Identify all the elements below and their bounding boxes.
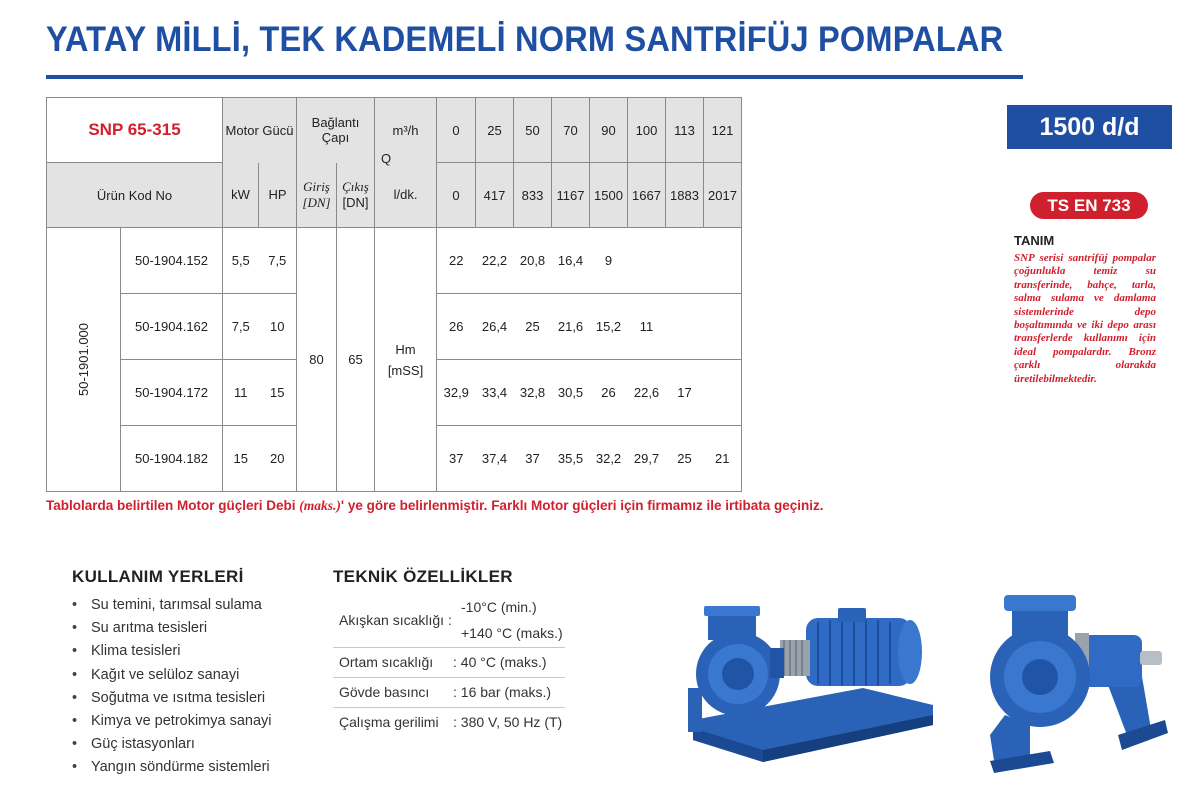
table-row <box>47 228 742 294</box>
head-value: 26,4 <box>476 294 514 360</box>
kw-value: 11 <box>223 360 259 426</box>
ambient-temp-value: : 40 °C (maks.) <box>453 647 565 677</box>
hp-value: 15 <box>259 360 297 426</box>
note-text-1: Tablolarda belirtilen Motor güçleri Debi <box>46 498 300 513</box>
standard-badge: TS EN 733 <box>1030 192 1148 219</box>
ambient-temp-label: Ortam sıcaklığı <box>333 647 453 677</box>
flow-ldk-cell: 417 <box>476 163 514 228</box>
head-value: 25 <box>666 426 704 492</box>
pump-motor-on-baseplate-image <box>688 600 938 770</box>
product-code: 50-1904.162 <box>121 294 223 360</box>
note-text-2: ' ye göre belirlenmiştir. Farklı Motor güçleri için firmamız ile irtibata geçiniz. <box>340 498 824 513</box>
flow-ldk-cell: 0 <box>437 163 476 228</box>
tech-row-pressure <box>333 677 565 707</box>
flow-ldk-cell: 1883 <box>666 163 704 228</box>
voltage-value: : 380 V, 50 Hz (T) <box>453 714 563 731</box>
head-value: 25 <box>514 294 552 360</box>
head-value: 26 <box>437 294 476 360</box>
hp-value: 20 <box>259 426 297 492</box>
head-value <box>666 294 704 360</box>
head-value: 37,4 <box>476 426 514 492</box>
performance-table <box>46 97 742 492</box>
inlet-unit: [DN] <box>302 194 331 210</box>
outlet-dn: 65 <box>337 228 375 492</box>
flow-m3h-cell: 50 <box>514 98 552 163</box>
usage-list <box>72 595 272 781</box>
tech-row-ambient <box>333 647 565 677</box>
list-item: • Kimya ve petrokimya sanayi <box>72 711 272 734</box>
flow-ldk-cell: 1667 <box>628 163 666 228</box>
speed-badge: 1500 d/d <box>1007 105 1172 149</box>
flow-m3h-cell: 100 <box>628 98 666 163</box>
flow-ldk-cell: 2017 <box>704 163 742 228</box>
tech-row-voltage <box>333 707 565 737</box>
flow-m3h-cell: 0 <box>437 98 476 163</box>
list-item: • Yangın söndürme sistemleri <box>72 757 272 780</box>
fluid-colon: : <box>447 611 452 628</box>
head-value <box>628 228 666 294</box>
page-title: YATAY MİLLİ, TEK KADEMELİ NORM SANTRİFÜJ POMPALAR <box>46 20 1004 59</box>
product-code: 50-1904.182 <box>121 426 223 492</box>
tech-row-fluid <box>333 593 565 620</box>
inlet-dn: 80 <box>297 228 337 492</box>
note-italic: (maks.) <box>299 498 341 513</box>
flow-m3h-cell: 113 <box>666 98 704 163</box>
head-value <box>704 294 742 360</box>
hp-value: 7,5 <box>259 228 297 294</box>
hm-label: Hm <box>395 341 416 357</box>
head-value: 30,5 <box>552 360 590 426</box>
motor-power-note <box>46 496 846 515</box>
group-code: 50-1901.000 <box>76 322 92 397</box>
head-value <box>666 228 704 294</box>
hm-cell <box>375 228 437 492</box>
bare-shaft-pump-image <box>990 585 1170 775</box>
head-value: 21,6 <box>552 294 590 360</box>
head-value: 21 <box>704 426 742 492</box>
voltage-label: Çalışma gerilimi <box>339 714 439 731</box>
unit-ldk: l/dk. <box>393 187 418 203</box>
product-code: 50-1904.172 <box>121 360 223 426</box>
description-text: SNP serisi santrifüj pompalar çoğunlukla temiz su transferinde, bahçe, tarla, salma sulama ve damlama sistemlerinde depo boşaltımında ve iki depo arası transferlerde kullanımı için ideal pompalardır. Bronz çarklı olarakda üretilebilmektedir. <box>1014 252 1156 385</box>
flow-ldk-cell: 1167 <box>552 163 590 228</box>
unit-m3h: m³/h <box>375 98 437 163</box>
head-value: 17 <box>666 360 704 426</box>
flow-ldk-cell: 1500 <box>590 163 628 228</box>
list-item: • Su arıtma tesisleri <box>72 618 272 641</box>
head-value: 22,2 <box>476 228 514 294</box>
product-code-header: Ürün Kod No <box>47 163 223 228</box>
kw-value: 15 <box>223 426 259 492</box>
outlet-label: Çıkış <box>342 179 369 195</box>
head-value: 32,8 <box>514 360 552 426</box>
kw-value: 7,5 <box>223 294 259 360</box>
body-pressure-value: : 16 bar (maks.) <box>453 677 565 707</box>
connection-header: Bağlantı Çapı <box>297 98 375 163</box>
head-value: 32,9 <box>437 360 476 426</box>
list-item: • Kağıt ve selüloz sanayi <box>72 665 272 688</box>
fluid-temp-max: +140 °C (maks.) <box>453 620 565 647</box>
flow-m3h-cell: 25 <box>476 98 514 163</box>
head-value: 16,4 <box>552 228 590 294</box>
head-value: 26 <box>590 360 628 426</box>
product-code: 50-1904.152 <box>121 228 223 294</box>
head-value <box>704 360 742 426</box>
usage-heading: KULLANIM YERLERİ <box>72 567 244 586</box>
head-value <box>704 228 742 294</box>
head-value: 9 <box>590 228 628 294</box>
flow-ldk-cell: 833 <box>514 163 552 228</box>
technical-heading: TEKNİK ÖZELLİKLER <box>333 567 513 586</box>
outlet-unit: [DN] <box>342 195 369 211</box>
description-heading: TANIM <box>1014 233 1055 248</box>
fluid-temp-label: Akışkan sıcaklığı : <box>333 593 453 647</box>
head-value: 33,4 <box>476 360 514 426</box>
head-value: 37 <box>437 426 476 492</box>
group-code-cell <box>47 228 121 492</box>
inlet-label: Giriş <box>303 178 330 194</box>
head-value: 35,5 <box>552 426 590 492</box>
hp-header: HP <box>259 163 297 228</box>
head-value: 29,7 <box>628 426 666 492</box>
head-value: 22,6 <box>628 360 666 426</box>
flow-m3h-cell: 90 <box>590 98 628 163</box>
fluid-temp-min: -10°C (min.) <box>461 598 537 615</box>
kw-value: 5,5 <box>223 228 259 294</box>
motor-power-header: Motor Gücü <box>223 98 297 163</box>
flow-m3h-cell: 121 <box>704 98 742 163</box>
model-name: SNP 65-315 <box>47 98 223 163</box>
list-item: • Klima tesisleri <box>72 641 272 664</box>
head-value: 22 <box>437 228 476 294</box>
head-value: 20,8 <box>514 228 552 294</box>
q-label: Q <box>381 150 392 166</box>
head-value: 32,2 <box>590 426 628 492</box>
head-value: 37 <box>514 426 552 492</box>
outlet-header <box>337 163 375 228</box>
technical-table <box>333 593 565 737</box>
hp-value: 10 <box>259 294 297 360</box>
kw-header: kW <box>223 163 259 228</box>
flow-m3h-cell: 70 <box>552 98 590 163</box>
inlet-header <box>297 163 337 228</box>
unit-ldk-cell <box>375 150 437 228</box>
title-rule <box>46 75 1023 79</box>
list-item: • Su temini, tarımsal sulama <box>72 595 272 618</box>
head-value: 11 <box>628 294 666 360</box>
body-pressure-label: Gövde basıncı <box>333 677 453 707</box>
head-value: 15,2 <box>590 294 628 360</box>
hm-unit: [mSS] <box>387 362 424 378</box>
list-item: • Soğutma ve ısıtma tesisleri <box>72 688 272 711</box>
list-item: • Güç istasyonları <box>72 734 272 757</box>
